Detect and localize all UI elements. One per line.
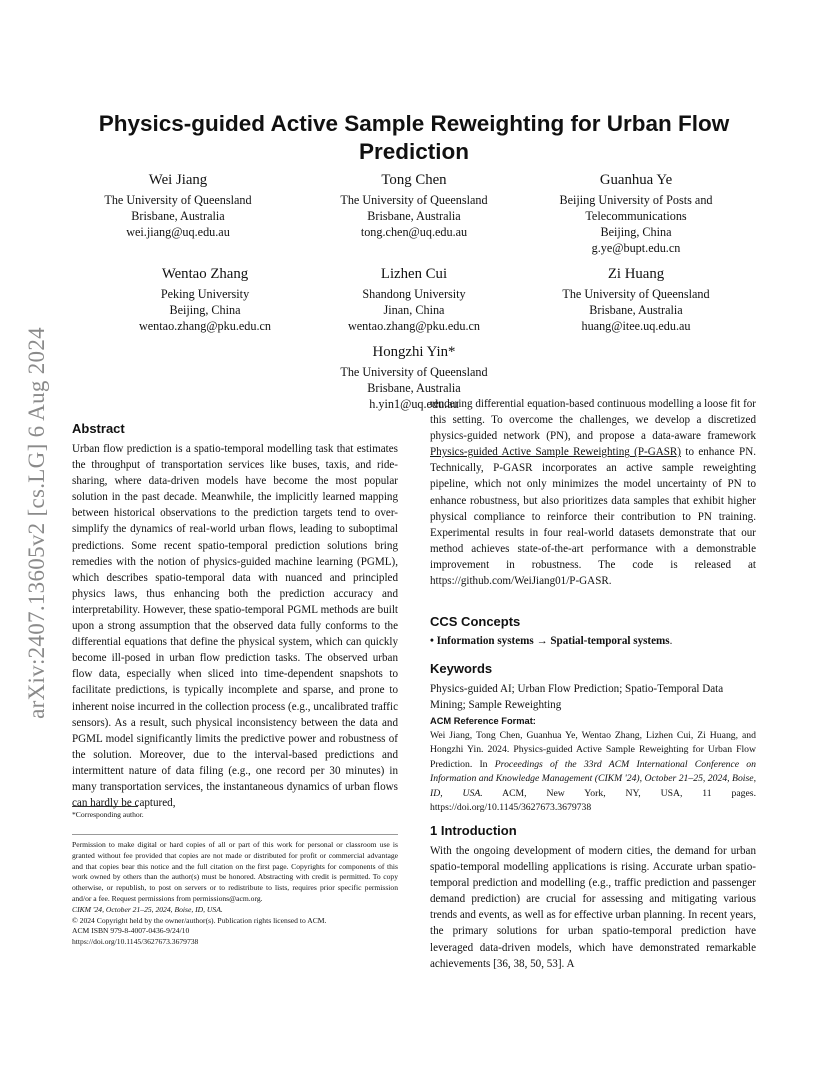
abstract-cont-a: rendering differential equation-based continuous modelling a loose fit for this setting. To overcome the challenges, we develop a discretized physics-guided network (PN), and propose a data-aware framework	[430, 398, 756, 443]
author-location: Jinan, China	[383, 303, 445, 317]
abstract-text: Urban flow prediction is a spatio-temporal modelling task that estimates the throughput of transportation services like buses, taxis, and ride-sharing, where data-driven models have become the most popular solution in the past decade. Meanwhile, the implicitly learned mapping between historical observations to the prediction targets tend to over-simplify the dynamics of real-world urban flows, leading to suboptimal predictions. Some recent spatio-temporal prediction solutions bring remedies with the notion of physics-guided machine learning (PGML), which describes spatio-temporal data with nuanced and principled physics laws, thus enhancing both the prediction accuracy and interpretability. However, these spatio-temporal PGML methods are built upon a strong assumption that the observed data fully conforms to the differential equations that define the physical system, which can quickly become ill-posed in urban flow prediction tasks. The observed urban flow data, especially when sliced into time-dependent snapshots to facilitate predictions, is typically incomplete and sparse, and prone to inherent noise incurred in the collection process (e.g., uncalibrated traffic sensors). As a result, such physical inconsistency between the data and PGML model significantly limits the predictive power and robustness of the solution. Moreover, due to the interval-based predictions and intermittent nature of data filing (e.g., one record per 30 minutes) in many transportation services, the instantaneous dynamics of urban flows can hardly be captured,	[72, 443, 398, 810]
acm-ref-proceedings: Proceedings of the 33rd ACM International Conference on Information and Knowledge Management (CIKM '24), October 21–25, 2024, Boise, ID, USA.	[430, 758, 756, 799]
author-email: g.ye@bupt.edu.cn	[591, 241, 681, 255]
author-location: Beijing, China	[169, 303, 241, 317]
acm-ref-body	[430, 729, 756, 816]
paper-title: Physics-guided Active Sample Reweighting for Urban Flow Prediction	[98, 111, 730, 164]
acm-reference	[430, 714, 756, 816]
author-name: Hongzhi Yin*	[372, 344, 456, 360]
author-block	[516, 264, 756, 334]
introduction-heading: 1 Introduction	[430, 823, 517, 838]
author-affiliation: Peking University	[160, 287, 250, 301]
introduction-text: With the ongoing development of modern cities, the demand for urban spatio-temporal modelling applications is rising. Accurate urban spatio-temporal prediction and modelling (e.g., traffic prediction and passenger demand prediction) are crucial for assessing and mitigating various trends and events, as well as for effective urban planning. In recent years, the primary solutions for urban spatio-temporal prediction have leveraged data-driven models, which have demonstrated remarkable achievements [36, 38, 50, 53]. A	[430, 845, 757, 970]
author-block	[294, 264, 534, 334]
author-affiliation: The University of Queensland	[340, 365, 488, 379]
abstract-continued	[430, 396, 756, 589]
author-affiliation: The University of Queensland	[340, 193, 488, 207]
venue-line: CIKM '24, October 21–25, 2024, Boise, ID, USA.	[72, 904, 223, 914]
abstract-text-continued	[430, 396, 756, 589]
ccs-heading: CCS Concepts	[430, 614, 521, 629]
author-name: Lizhen Cui	[380, 266, 448, 282]
author-location: Beijing, China	[600, 225, 672, 239]
footnote: *Corresponding author.	[72, 810, 144, 819]
framework-name: Physics-guided Active Sample Reweighting (P-GASR)	[430, 446, 681, 459]
abstract-heading: Abstract	[72, 421, 125, 436]
author-affiliation: The University of Queensland	[562, 287, 710, 301]
author-email: wentao.zhang@pku.edu.cn	[347, 319, 481, 333]
author-affiliation: Telecommunications	[585, 209, 687, 223]
ccs-end: .	[669, 635, 673, 647]
permission-block	[72, 840, 398, 948]
abstract-section	[72, 420, 398, 811]
author-name: Tong Chen	[381, 172, 447, 188]
author-email: h.yin1@uq.edu.au	[369, 397, 459, 411]
ccs-text: • Information systems → Spatial-temporal systems	[430, 635, 670, 647]
author-name: Guanhua Ye	[599, 172, 673, 188]
author-location: Brisbane, Australia	[367, 209, 461, 223]
acm-ref-part1: Wei Jiang, Tong Chen, Guanhua Ye, Wentao Zhang, Lizhen Cui, Zi Huang, and Hongzhi Yin. 2024. Physics-guided Active Sample Reweighting for Urban Flow Prediction. In	[430, 729, 756, 770]
acm-ref-part3: ACM, New York, NY, USA, 11 pages. https://doi.org/10.1145/3627673.3679738	[430, 787, 756, 813]
author-email: huang@itee.uq.edu.au	[581, 319, 691, 333]
copyright-line: © 2024 Copyright held by the owner/author(s). Publication rights licensed to ACM.	[72, 915, 327, 925]
arxiv-side-label: arXiv:2407.13605v2 [cs.LG] 6 Aug 2024	[24, 327, 49, 719]
ccs-section	[430, 613, 756, 649]
author-block	[294, 170, 534, 240]
acm-ref-heading: ACM Reference Format:	[430, 716, 536, 726]
permission-text: Permission to make digital or hard copies of all or part of this work for personal or classroom use is granted without fee provided that copies are not made or distributed for profit or commercial advantage and that copies bear this notice and the full citation on the first page. Copyrights for components of this work owned by others than the author(s) must be honored. Abstracting with credit is permitted. To copy otherwise, or republish, to post on servers or to redistribute to lists, requires prior specific permission and/or a fee. Request permissions from permissions@acm.org.	[72, 840, 398, 903]
doi-link[interactable]: https://doi.org/10.1145/3627673.3679738	[72, 937, 199, 947]
author-location: Brisbane, Australia	[589, 303, 683, 317]
permission-rule	[72, 834, 398, 835]
author-affiliation: Shandong University	[362, 287, 466, 301]
author-block	[85, 264, 325, 334]
author-email: wei.jiang@uq.edu.au	[126, 225, 230, 239]
abstract-cont-c: to enhance PN. Technically, P-GASR incorporates an active sample reweighting pipeline, which not only minimizes the model uncertainty of PN to enhance robustness, but also prioritizes data samples that exhibit higher physical compliance to reinforce their contribution to PN training. Experimental results in four real-world datasets demonstrate that our method achieves state-of-the-art performance with a demonstrable improvement in robustness. The code is released at https://github.com/WeiJiang01/P-GASR.	[430, 446, 756, 588]
author-affiliation: The University of Queensland	[104, 193, 252, 207]
introduction-section	[430, 822, 756, 972]
author-location: Brisbane, Australia	[131, 209, 225, 223]
author-block	[58, 170, 298, 240]
author-affiliation: Beijing University of Posts and	[559, 193, 713, 207]
keywords-text: Physics-guided AI; Urban Flow Prediction; Spatio-Temporal Data Mining; Sample Reweighting	[430, 683, 724, 712]
author-location: Brisbane, Australia	[367, 381, 461, 395]
isbn-line: ACM ISBN 979-8-4007-0436-9/24/10	[72, 926, 190, 936]
author-email: tong.chen@uq.edu.au	[360, 225, 468, 239]
author-name: Wentao Zhang	[161, 266, 249, 282]
ccs-concepts	[430, 633, 756, 649]
author-name: Zi Huang	[607, 266, 665, 282]
keywords-heading: Keywords	[430, 661, 493, 676]
author-block	[516, 170, 756, 256]
footnote-rule	[72, 806, 138, 807]
author-email: wentao.zhang@pku.edu.cn	[138, 319, 272, 333]
author-name: Wei Jiang	[148, 172, 208, 188]
keywords-section	[430, 660, 756, 713]
